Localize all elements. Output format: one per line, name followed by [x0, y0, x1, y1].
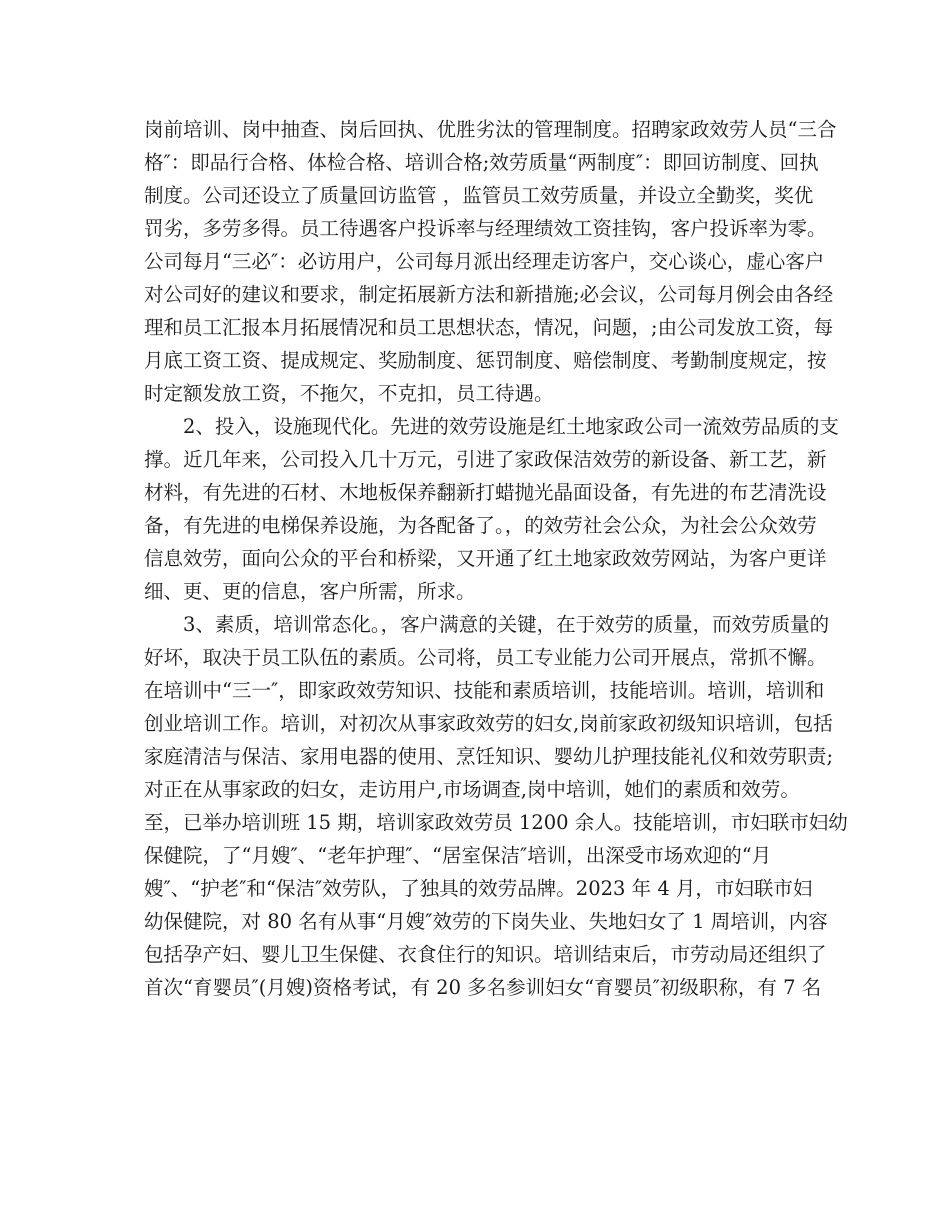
text-line: 幼保健院，对 80 名有从事“月嫂″效劳的下岗失业、失地妇女了 1 周培训，内容 [144, 910, 828, 933]
text-line: 对正在从事家政的妇女，走访用户,市场调查,岗中培训，她们的素质和效劳。 [144, 778, 800, 801]
text-line: 撑。近几年来，公司投入几十万元，引进了家政保洁效劳的新设备、新工艺，新 [144, 448, 827, 471]
text-line: 家庭清洁与保洁、家用电器的使用、烹饪知识、婴幼儿护理技能礼仪和效劳职责; [144, 745, 834, 768]
text-line: 理和员工汇报本月拓展情况和员工思想状态，情况，问题，;由公司发放工资，每 [144, 316, 834, 339]
text-line: 在培训中“三一″，即家政效劳知识、技能和素质培训，技能培训。培训，培训和 [144, 679, 825, 702]
text-line: 信息效劳，面向公众的平台和桥梁，又开通了红土地家政效劳网站，为客户更详 [144, 547, 827, 570]
text-line: 嫂″、“护老″和“保洁″效劳队，了独具的效劳品牌。2023 年 4 月，市妇联市妇 [144, 877, 813, 900]
text-line: 制度。公司还设立了质量回访监管 ，监管员工效劳质量，并设立全勤奖，奖优 [144, 184, 814, 207]
text-line: 罚劣，多劳多得。员工待遇客户投诉率与经理绩效工资挂钩，客户投诉率为零。 [144, 217, 827, 240]
text-line: 好坏，取决于员工队伍的素质。公司将，员工专业能力公司开展点，常抓不懈。 [144, 646, 827, 669]
text-line: 至，已举办培训班 15 期，培训家政效劳员 1200 余人。技能培训，市妇联市妇幼 [144, 811, 848, 834]
body-text [144, 113, 848, 1004]
text-line: 月底工资工资、提成规定、奖励制度、惩罚制度、赔偿制度、考勤制度规定，按 [144, 349, 827, 372]
paragraph-3-start: 3、素质，培训常态化。，客户满意的关键，在于效劳的质量，而效劳质量的 [183, 613, 830, 636]
text-line: 对公司好的建议和要求，制定拓展新方法和新措施;必会议，公司每月例会由各经 [144, 283, 834, 306]
paragraph-2-start: 2、投入，设施现代化。先进的效劳设施是红土地家政公司一流效劳品质的支 [183, 415, 839, 438]
text-line: 材料，有先进的石材、木地板保养翻新打蜡抛光晶面设备，有先进的布艺清洗设 [144, 481, 827, 504]
text-line: 时定额发放工资，不拖欠，不克扣，员工待遇。 [144, 382, 554, 405]
text-line: 格″：即品行合格、体检合格、培训合格;效劳质量“两制度″：即回访制度、回执 [144, 151, 819, 174]
text-line: 备，有先进的电梯保养设施，为各配备了。，的效劳社会公众，为社会公众效劳 [144, 514, 817, 537]
text-line: 公司每月“三必″：必访用户，公司每月派出经理走访客户，交心谈心，虚心客户 [144, 250, 825, 273]
text-line: 岗前培训、岗中抽查、岗后回执、优胜劣汰的管理制度。招聘家政效劳人员“三合 [144, 118, 837, 141]
text-line: 创业培训工作。培训，对初次从事家政效劳的妇女,岗前家政初级知识培训，包括 [144, 712, 833, 735]
text-line: 保健院，了“月嫂″、“老年护理″、“居室保洁″培训，出深受市场欢迎的“月 [144, 844, 772, 867]
text-line: 细、更、更的信息，客户所需，所求。 [144, 580, 476, 603]
text-line: 首次“育婴员″(月嫂)资格考试，有 20 多名参训妇女“育婴员″初级职称，有 7 名 [144, 976, 822, 999]
text-line: 包括孕产妇、婴儿卫生保健、衣食住行的知识。培训结束后，市劳动局还组织了 [144, 943, 827, 966]
